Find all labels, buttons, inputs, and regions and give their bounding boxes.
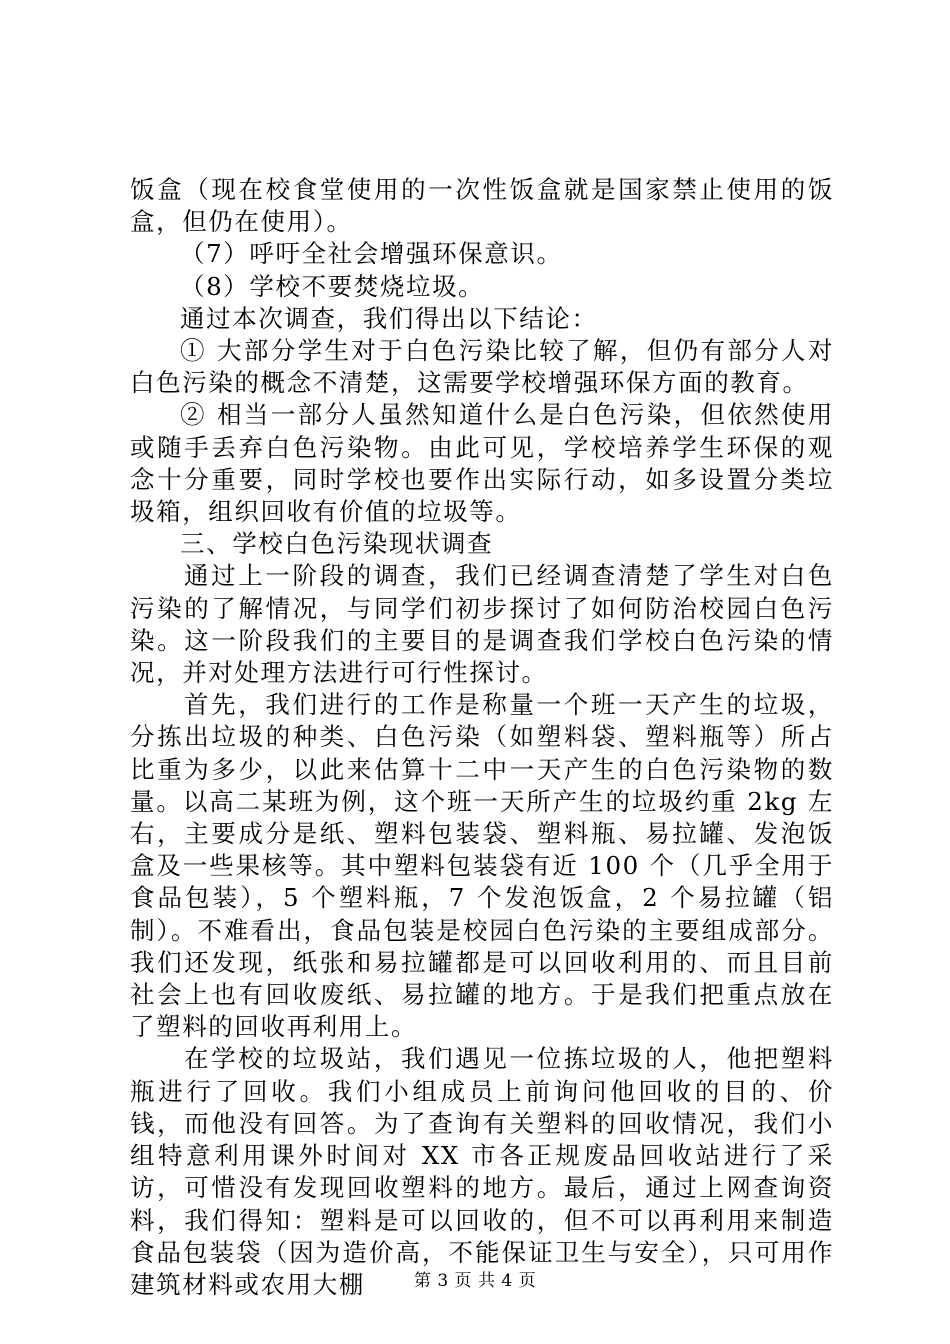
conclusion-2: ② 相当一部分人虽然知道什么是白色污染，但依然使用或随手丢弃白色污染物。由此可见，学校培养学生环保的观念十分重要，同时学校也要作出实际行动，如多设置分类垃圾箱，组织回收有价值的垃圾等。: [130, 400, 834, 527]
conclusion-1: ① 大部分学生对于白色污染比较了解，但仍有部分人对白色污染的概念不清楚，这需要学校增强环保方面的教育。: [130, 336, 834, 398]
paragraph-continuation: 饭盒（现在校食堂使用的一次性饭盒就是国家禁止使用的饭盒，但仍在使用）。: [130, 175, 834, 237]
list-item-8: （8）学校不要焚烧垃圾。: [180, 271, 485, 301]
section-heading: 三、学校白色污染现状调查: [180, 529, 494, 559]
section-paragraph-1: 通过上一阶段的调查，我们已经调查清楚了学生对白色污染的了解情况，与同学们初步探讨了如何防治校园白色污染。这一阶段我们的主要目的是调查我们学校白色污染的情况，并对处理方法进行可行性探讨。: [130, 561, 834, 688]
section-paragraph-3: 在学校的垃圾站，我们遇见一位拣垃圾的人，他把塑料瓶进行了回收。我们小组成员上前询问他回收的目的、价钱，而他没有回答。为了查询有关塑料的回收情况，我们小组特意利用课外时间对 XX 市各正规废品回收站进行了采访，可惜没有发现回收塑料的地方。最后，通过上网查询资料，我们得知：塑料是可以回收的，但不可以再利用来制造食品包装袋（因为造价高，不能保证卫生与安全），只可用作建筑材料或农用大棚: [130, 1044, 834, 1299]
list-item-7: （7）呼吁全社会增强环保意识。: [180, 239, 563, 269]
conclusion-intro: 通过本次调查，我们得出以下结论：: [180, 303, 598, 333]
document-body: [130, 174, 834, 1301]
page-number-footer: 第 3 页 共 4 页: [413, 1271, 537, 1291]
section-paragraph-2: 首先，我们进行的工作是称量一个班一天产生的垃圾，分拣出垃圾的种类、白色污染（如塑料袋、塑料瓶等）所占比重为多少，以此来估算十二中一天产生的白色污染物的数量。以高二某班为例，这个班一天所产生的垃圾约重 2kg 左右，主要成分是纸、塑料包装袋、塑料瓶、易拉罐、发泡饭盒及一些果核等。其中塑料包装袋有近 100 个（几乎全用于食品包装），5 个塑料瓶，7 个发泡饭盒，2 个易拉罐（铝制）。不难看出，食品包装是校园白色污染的主要组成部分。我们还发现，纸张和易拉罐都是可以回收利用的、而且目前社会上也有回收废纸、易拉罐的地方。于是我们把重点放在了塑料的回收再利用上。: [130, 690, 834, 1042]
